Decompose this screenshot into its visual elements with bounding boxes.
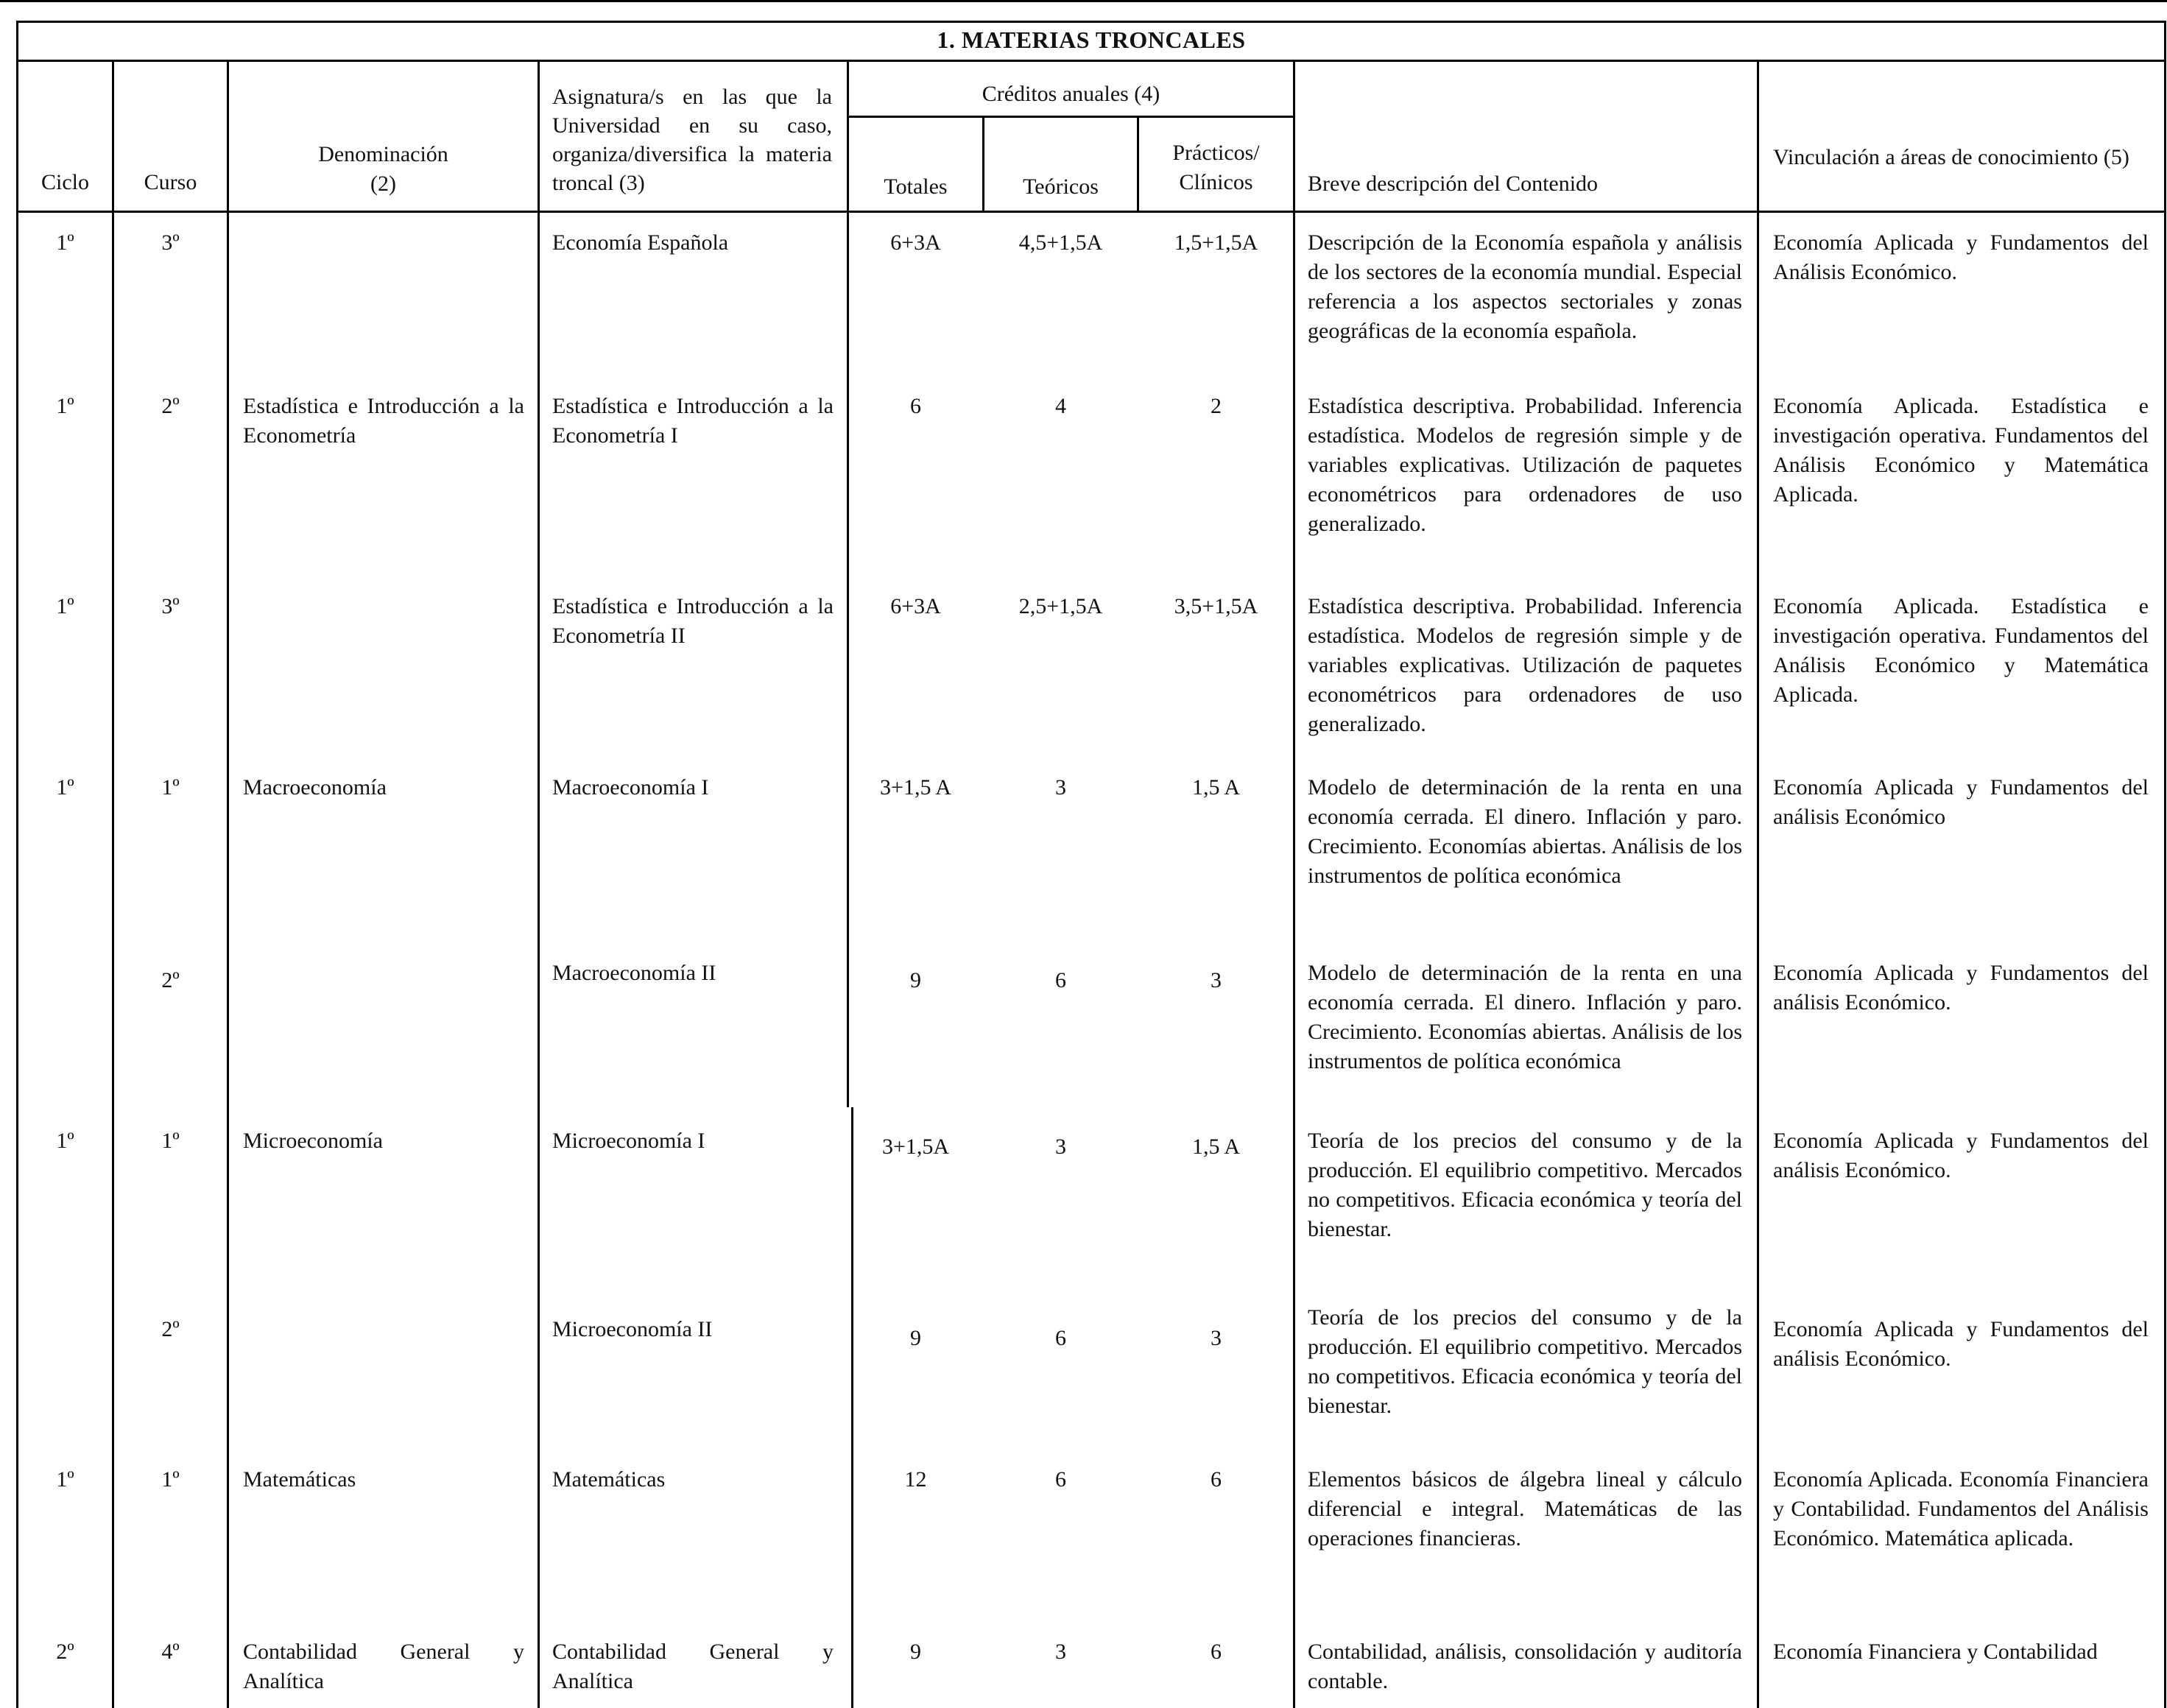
cell-teoricos: 3 [1055, 1134, 1066, 1159]
header-totales: Totales [884, 174, 948, 199]
cell-descripcion: Modelo de determinación de la renta en una economía cerrada. El dinero. Inflación y paro. Crecimiento. Economías abiertas. Análisis de los instrumentos de política económica [1308, 961, 1742, 1073]
cell-teoricos: 3 [1055, 775, 1066, 800]
cell-ciclo: 1º [56, 594, 74, 618]
cell-denominacion: Contabilidad General y Analítica [243, 1640, 524, 1693]
cell-vinculacion: Economía Aplicada y Fundamentos del análisis Económico. [1773, 1317, 2149, 1371]
cell-vinculacion: Economía Aplicada y Fundamentos del análisis Económico [1773, 775, 2149, 829]
cell-descripcion: Elementos básicos de álgebra lineal y cálculo diferencial e integral. Matemáticas de las operaciones financieras. [1308, 1467, 1742, 1550]
cell-asignatura: Matemáticas [552, 1467, 666, 1492]
cell-vinculacion: Economía Aplicada. Estadística e investigación operativa. Fundamentos del Análisis Económico y Matemática Aplicada. [1773, 594, 2149, 707]
cell-totales: 9 [910, 968, 921, 992]
cell-ciclo: 1º [56, 394, 74, 418]
header-denominacion: Denominación (2) [318, 142, 448, 196]
header-descripcion: Breve descripción del Contenido [1308, 172, 1599, 196]
cell-ciclo: 2º [56, 1640, 74, 1664]
cell-curso: 3º [161, 230, 180, 255]
cell-descripcion: Descripción de la Economía española y análisis de los sectores de la economía mundial. Especial referencia a los aspectos sectoriales y zonas geográficas de la economía española. [1308, 230, 1742, 343]
cell-practicos: 6 [1211, 1467, 1222, 1492]
cell-ciclo: 1º [56, 1467, 74, 1492]
cell-teoricos: 2,5+1,5A [1018, 594, 1103, 618]
cell-descripcion: Estadística descriptiva. Probabilidad. Inferencia estadística. Modelos de regresión simple y de variables explicativas. Utilización de paquetes econométricos para ordenadores de uso generalizado. [1308, 394, 1742, 536]
cell-practicos: 2 [1211, 394, 1222, 418]
cell-practicos: 3 [1211, 968, 1222, 992]
cell-vinculacion: Economía Aplicada. Estadística e investigación operativa. Fundamentos del Análisis Económico y Matemática Aplicada. [1773, 394, 2149, 507]
header-teoricos: Teóricos [1023, 174, 1099, 199]
cell-practicos: 1,5+1,5A [1174, 230, 1258, 255]
cell-totales: 6 [910, 394, 921, 418]
cell-curso: 1º [161, 1129, 180, 1153]
cell-totales: 12 [904, 1467, 927, 1492]
cell-teoricos: 3 [1055, 1640, 1066, 1664]
cell-denominacion: Estadística e Introducción a la Econometría [243, 394, 524, 448]
cell-ciclo: 1º [56, 775, 74, 800]
cell-totales: 9 [910, 1640, 921, 1664]
col-divider [227, 62, 229, 1708]
cell-vinculacion: Economía Aplicada y Fundamentos del Análisis Económico. [1773, 230, 2149, 284]
cell-teoricos: 6 [1055, 1467, 1066, 1492]
cell-totales: 9 [910, 1326, 921, 1350]
cell-teoricos: 6 [1055, 1326, 1066, 1350]
cell-curso: 1º [161, 1467, 180, 1492]
cell-asignatura: Economía Española [552, 230, 729, 255]
cell-descripcion: Estadística descriptiva. Probabilidad. Inferencia estadística. Modelos de regresión simple y de variables explicativas. Utilización de paquetes econométricos para ordenadores de uso generalizado. [1308, 594, 1742, 736]
header-bottom-rule [16, 211, 2166, 213]
col-divider [1757, 62, 1759, 1708]
cell-totales: 3+1,5A [881, 1134, 950, 1159]
col-divider [851, 1107, 853, 1708]
header-curso: Curso [144, 170, 197, 194]
cell-ciclo: 1º [56, 230, 74, 255]
cell-asignatura: Macroeconomía I [552, 775, 709, 800]
cell-asignatura: Contabilidad General y Analítica [552, 1640, 834, 1693]
cell-asignatura: Estadística e Introducción a la Econometría I [552, 394, 834, 448]
cell-descripcion: Teoría de los precios del consumo y de la producción. El equilibrio competitivo. Mercados no competitivos. Eficacia económica y teoría del bienestar. [1308, 1305, 1742, 1418]
col-divider [847, 62, 849, 1107]
cell-curso: 1º [161, 775, 180, 800]
cell-practicos: 6 [1211, 1640, 1222, 1664]
cell-ciclo: 1º [56, 1129, 74, 1153]
cell-vinculacion: Economía Aplicada y Fundamentos del análisis Económico. [1773, 961, 2149, 1014]
col-divider [1293, 62, 1295, 1708]
cell-practicos: 3 [1211, 1326, 1222, 1350]
header-subrule [847, 116, 1293, 118]
cell-teoricos: 4,5+1,5A [1018, 230, 1103, 255]
cell-asignatura: Macroeconomía II [552, 961, 716, 985]
cell-curso: 2º [161, 968, 180, 992]
cell-descripcion: Contabilidad, análisis, consolidación y auditoría contable. [1308, 1640, 1742, 1693]
cell-denominacion: Microeconomía [243, 1129, 383, 1153]
cell-curso: 2º [161, 394, 180, 418]
cell-descripcion: Modelo de determinación de la renta en una economía cerrada. El dinero. Inflación y paro. Crecimiento. Economías abiertas. Análisis de los instrumentos de política económica [1308, 775, 1742, 888]
cell-curso: 2º [161, 1317, 180, 1341]
header-asignatura: Asignatura/s en las que la Universidad en su caso, organiza/diversifica la materia troncal (3) [552, 85, 832, 195]
cell-vinculacion: Economía Aplicada y Fundamentos del análisis Económico. [1773, 1129, 2149, 1182]
cell-asignatura: Estadística e Introducción a la Econometría II [552, 594, 834, 648]
cell-practicos: 1,5 A [1191, 1134, 1240, 1159]
header-vinculacion: Vinculación a áreas de conocimiento (5) [1773, 145, 2129, 169]
cell-practicos: 3,5+1,5A [1174, 594, 1258, 618]
cell-asignatura: Microeconomía II [552, 1317, 713, 1341]
cell-denominacion: Macroeconomía [243, 775, 387, 800]
cell-descripcion: Teoría de los precios del consumo y de la producción. El equilibrio competitivo. Mercados no competitivos. Eficacia económica y teoría del bienestar. [1308, 1129, 1742, 1241]
cell-practicos: 1,5 A [1191, 775, 1240, 800]
cell-curso: 4º [161, 1640, 180, 1664]
table-title: 1. MATERIAS TRONCALES [16, 21, 2166, 62]
header-ciclo: Ciclo [41, 170, 89, 194]
col-divider [112, 62, 114, 1708]
cell-teoricos: 4 [1055, 394, 1066, 418]
top-rule [0, 0, 2167, 5]
cell-totales: 6+3A [890, 230, 941, 255]
header-practicos: Prácticos/ Clínicos [1172, 141, 1260, 194]
cell-denominacion: Matemáticas [243, 1467, 356, 1492]
cell-curso: 3º [161, 594, 180, 618]
header-creditos: Créditos anuales (4) [982, 82, 1160, 106]
col-divider [538, 62, 540, 1708]
cell-totales: 3+1,5 A [880, 775, 951, 800]
cell-totales: 6+3A [890, 594, 941, 618]
cell-teoricos: 6 [1055, 968, 1066, 992]
cell-vinculacion: Economía Aplicada. Economía Financiera y Contabilidad. Fundamentos del Análisis Económico. Matemática aplicada. [1773, 1467, 2149, 1550]
cell-vinculacion: Economía Financiera y Contabilidad [1773, 1640, 2098, 1664]
cell-asignatura: Microeconomía I [552, 1129, 705, 1153]
